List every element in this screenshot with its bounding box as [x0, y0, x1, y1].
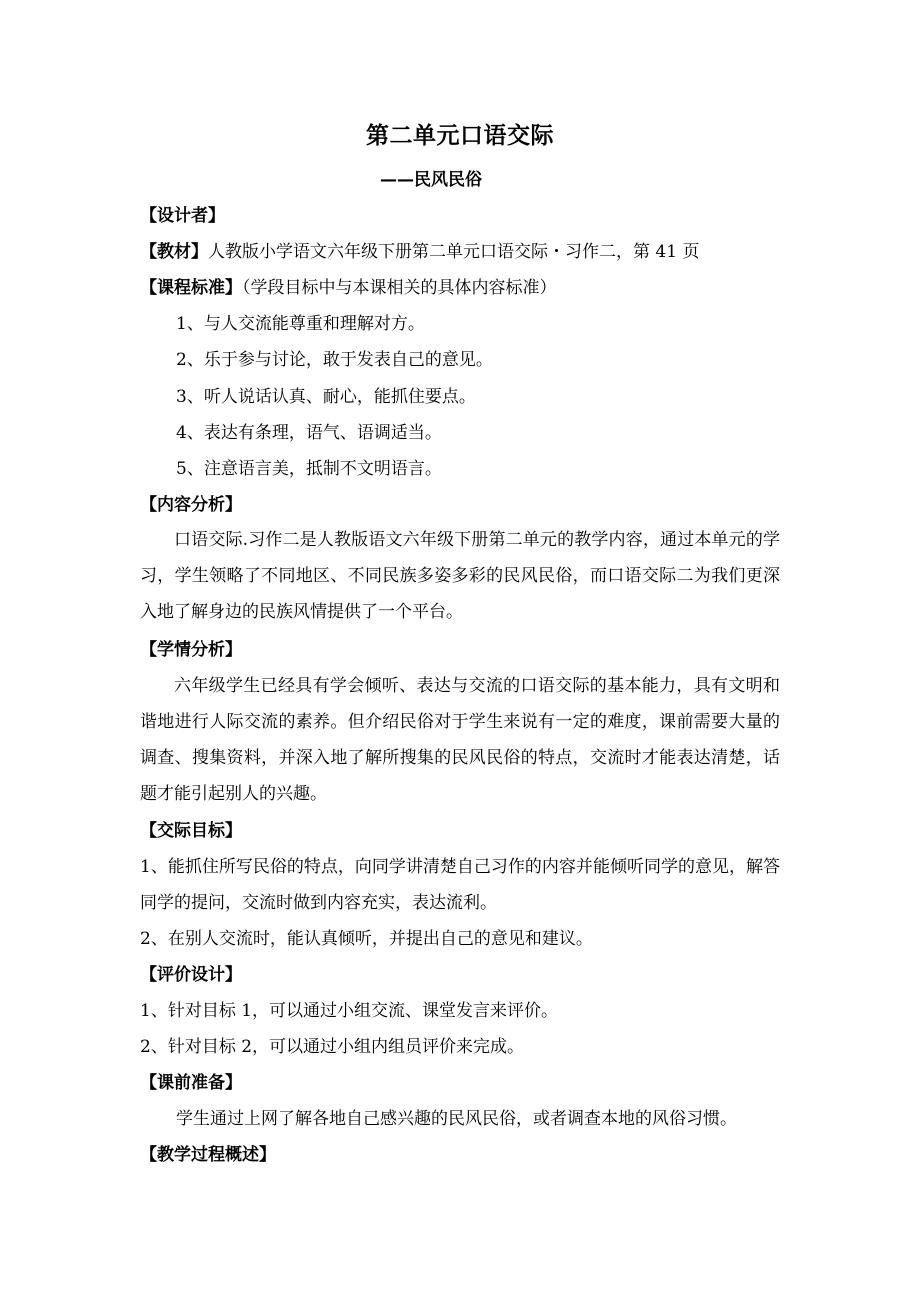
standards-line: [140, 275, 800, 301]
standards-note: （学段目标中与本课相关的具体内容标准）: [242, 278, 557, 298]
standards-item: 2、乐于参与讨论，敢于发表自己的意见。: [176, 350, 493, 370]
designer-heading: 【设计者】: [140, 206, 225, 226]
preparation-heading: 【课前准备】: [140, 1073, 242, 1093]
standards-heading: 【课程标准】: [140, 278, 242, 298]
standards-item: 5、注意语言美，抵制不文明语言。: [176, 459, 442, 479]
document-title: 第二单元口语交际: [366, 123, 554, 149]
learner-analysis-paragraph: 六年级学生已经具有学会倾听、表达与交流的口语交际的基本能力，具有文明和谐地进行人际交流的素养。但介绍民俗对于学生来说有一定的难度，课前需要大量的调查、搜集资料，并深入地了解所搜集的民风民俗的特点，交流时才能表达清楚，话题才能引起别人的兴趣。: [140, 676, 780, 804]
evaluation-item: 2、针对目标 2，可以通过小组内组员评价来完成。: [140, 1037, 525, 1057]
preparation-text: 学生通过上网了解各地自己感兴趣的民风民俗，或者调查本地的风俗习惯。: [176, 1109, 737, 1129]
content-analysis-heading: 【内容分析】: [140, 495, 242, 515]
learner-analysis-heading: 【学情分析】: [140, 640, 242, 660]
standards-item: 4、表达有条理，语气、语调适当。: [176, 423, 442, 443]
goals-item: 1、能抓住所写民俗的特点，向同学讲清楚自己习作的内容并能倾听同学的意见，解答同学的提问，交流时做到内容充实，表达流利。: [140, 857, 780, 913]
standards-item: 3、听人说话认真、耐心，能抓住要点。: [176, 387, 476, 407]
textbook-heading: 【教材】: [140, 242, 208, 262]
goals-heading: 【交际目标】: [140, 821, 242, 841]
document-subtitle: ——民风民俗: [380, 170, 482, 190]
content-analysis-paragraph: 口语交际.习作二是人教版语文六年级下册第二单元的教学内容，通过本单元的学习，学生领略了不同地区、不同民族多姿多彩的民风民俗，而口语交际二为我们更深入地了解身边的民族风情提供了一个平台。: [140, 530, 780, 622]
standards-item: 1、与人交流能尊重和理解对方。: [176, 314, 425, 334]
goals-item: 2、在别人交流时，能认真倾听，并提出自己的意见和建议。: [140, 929, 593, 949]
process-heading: 【教学过程概述】: [140, 1145, 276, 1165]
textbook-text: 人教版小学语文六年级下册第二单元口语交际・习作二，第 41 页: [208, 242, 700, 262]
evaluation-item: 1、针对目标 1，可以通过小组交流、课堂发言来评价。: [140, 1001, 559, 1021]
textbook-line: [140, 239, 800, 265]
evaluation-heading: 【评价设计】: [140, 965, 242, 985]
